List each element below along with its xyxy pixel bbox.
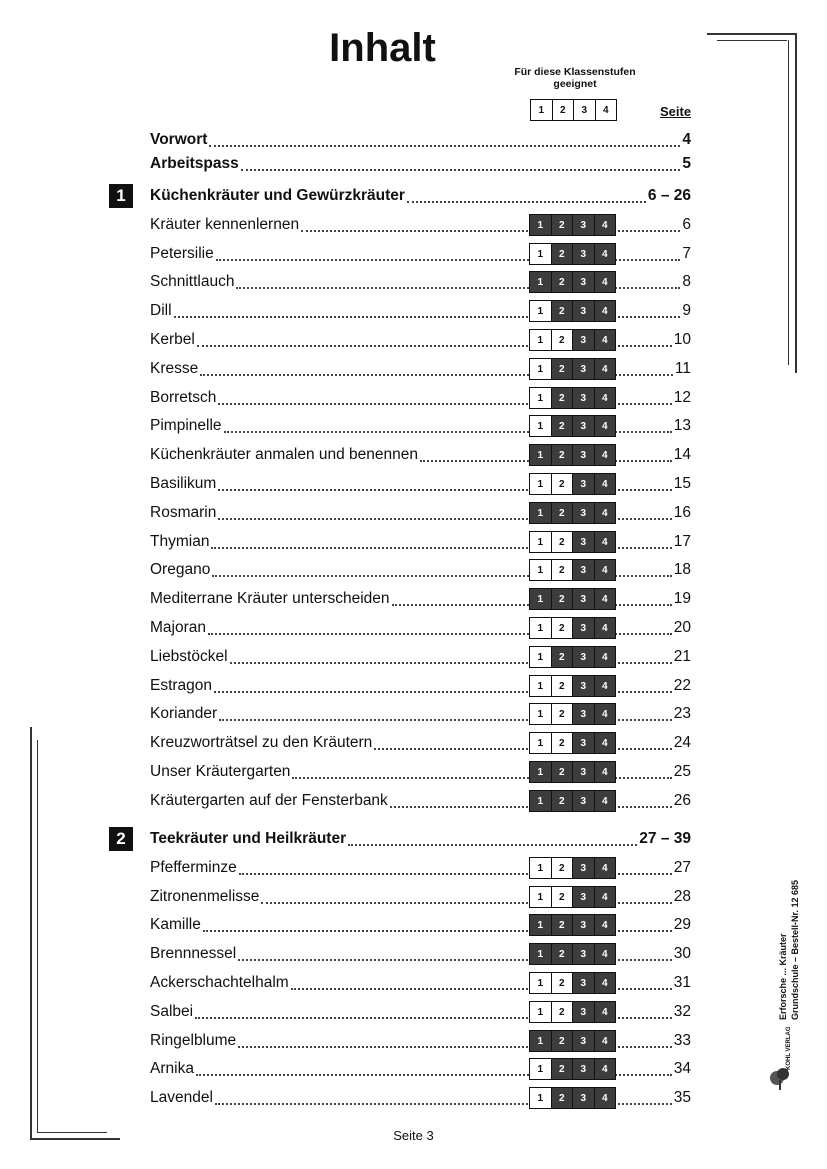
entry-label: Teekräuter und Heilkräuter	[150, 830, 347, 847]
entry-page-number: 12	[673, 389, 691, 406]
page-footer: Seite 3	[393, 1128, 434, 1143]
grade-box-4: 4	[594, 703, 617, 725]
grade-box-3: 3	[572, 531, 595, 553]
grade-boxes	[529, 444, 616, 466]
entry-page-number: 6 – 26	[647, 187, 691, 204]
grade-boxes	[529, 1087, 616, 1109]
grade-box-1: 1	[529, 1001, 552, 1023]
toc-entry[interactable]	[150, 760, 691, 784]
entry-label: Vorwort	[150, 131, 208, 148]
grade-box-3: 3	[572, 329, 595, 351]
entry-label: Basilikum	[150, 475, 217, 492]
grade-boxes	[529, 1030, 616, 1052]
grade-box-2: 2	[551, 1030, 574, 1052]
toc-entry[interactable]	[150, 856, 691, 880]
frame-line-top-inner	[717, 40, 787, 41]
grade-box-2: 2	[551, 857, 574, 879]
entry-label: Ringelblume	[150, 1032, 237, 1049]
entry-label: Zitronenmelisse	[150, 888, 260, 905]
grade-box-3: 3	[572, 271, 595, 293]
grade-box-4: 4	[594, 943, 617, 965]
entry-label: Mediterrane Kräuter unterscheiden	[150, 590, 390, 607]
grade-box-3: 3	[572, 646, 595, 668]
grade-boxes	[529, 857, 616, 879]
grade-box-1: 1	[529, 972, 552, 994]
grade-box-1: 1	[529, 617, 552, 639]
grade-box-1: 1	[529, 646, 552, 668]
grade-box-3: 3	[572, 1087, 595, 1109]
tree-logo-icon	[768, 1018, 794, 1096]
toc-entry[interactable]	[150, 386, 691, 410]
entry-page-number: 24	[673, 734, 691, 751]
grade-box-2: 2	[551, 531, 574, 553]
entry-label: Brennnessel	[150, 945, 237, 962]
toc-entry[interactable]	[150, 443, 691, 467]
grade-box-2: 2	[551, 214, 574, 236]
grade-box-4: 4	[594, 531, 617, 553]
grade-box-3: 3	[572, 1030, 595, 1052]
grade-box-3: 3	[572, 358, 595, 380]
entry-page-number: 18	[673, 561, 691, 578]
entry-label: Arnika	[150, 1060, 194, 1077]
grade-box-1: 1	[529, 214, 552, 236]
entry-page-number: 13	[673, 417, 691, 434]
grade-box-2: 2	[551, 387, 574, 409]
grade-box-2: 2	[551, 300, 574, 322]
grade-box-4: 4	[594, 857, 617, 879]
grade-box-2: 2	[551, 703, 574, 725]
grade-box-1: 1	[529, 531, 552, 553]
grade-boxes	[529, 531, 616, 553]
grade-box-4: 4	[594, 502, 617, 524]
dot-leader	[301, 230, 680, 232]
toc-entry[interactable]	[150, 1086, 691, 1110]
grade-boxes	[529, 214, 616, 236]
entry-label: Estragon	[150, 677, 213, 694]
frame-line-left-inner	[37, 740, 38, 1133]
entry-label: Ackerschachtelhalm	[150, 974, 289, 991]
grade-box-3: 3	[572, 1001, 595, 1023]
entry-label: Kamille	[150, 916, 201, 933]
grade-box-2: 2	[551, 502, 574, 524]
toc-entry[interactable]	[150, 1000, 691, 1024]
entry-label: Borretsch	[150, 389, 217, 406]
entry-label: Kräuter kennenlernen	[150, 216, 300, 233]
toc-entry[interactable]	[150, 702, 691, 726]
side-text-title: Erforsche ... Kräuter	[778, 933, 788, 1020]
toc-entry[interactable]	[150, 530, 691, 554]
toc-entry-intro[interactable]	[150, 152, 691, 176]
grade-box-2: 2	[551, 243, 574, 265]
grade-box-2: 2	[551, 1058, 574, 1080]
toc-chapter-heading[interactable]	[150, 827, 691, 851]
grade-box-2: 2	[551, 358, 574, 380]
entry-label: Kerbel	[150, 331, 195, 348]
entry-page-number: 9	[682, 302, 691, 319]
grade-box-4: 4	[594, 790, 617, 812]
grade-box-4: 4	[594, 415, 617, 437]
toc-entry[interactable]	[150, 558, 691, 582]
grade-box-1: 1	[529, 387, 552, 409]
toc-entry[interactable]	[150, 789, 691, 813]
grade-box-1: 1	[529, 444, 552, 466]
grade-box-1: 1	[529, 358, 552, 380]
grade-box-4: 4	[594, 588, 617, 610]
grade-box-3: 3	[572, 300, 595, 322]
grade-boxes	[529, 646, 616, 668]
entry-page-number: 5	[682, 155, 691, 172]
grade-box-2: 2	[551, 617, 574, 639]
grade-boxes	[529, 617, 616, 639]
toc-entry[interactable]	[150, 674, 691, 698]
dot-leader	[209, 145, 680, 147]
entry-label: Küchenkräuter und Gewürzkräuter	[150, 187, 405, 204]
frame-line-top	[707, 33, 797, 35]
toc-entry[interactable]	[150, 501, 691, 525]
grade-boxes	[529, 473, 616, 495]
grade-box-1: 1	[529, 790, 552, 812]
grade-box-1: 1	[529, 1087, 552, 1109]
grade-boxes	[529, 358, 616, 380]
entry-page-number: 28	[673, 888, 691, 905]
grade-box-4: 4	[594, 1030, 617, 1052]
grade-boxes	[529, 271, 616, 293]
grade-boxes	[529, 761, 616, 783]
entry-page-number: 23	[673, 705, 691, 722]
grade-box-3: 3	[572, 1058, 595, 1080]
frame-line-right	[795, 33, 797, 373]
grade-boxes	[529, 972, 616, 994]
toc-entry[interactable]	[150, 328, 691, 352]
grade-box-1: 1	[529, 502, 552, 524]
grade-boxes	[529, 559, 616, 581]
grade-box-1: 1	[529, 329, 552, 351]
entry-page-number: 25	[673, 763, 691, 780]
grade-box-4: 4	[594, 914, 617, 936]
grade-box-3: 3	[572, 857, 595, 879]
grade-box-3: 3	[572, 243, 595, 265]
grade-box-2: 2	[551, 914, 574, 936]
entry-page-number: 34	[673, 1060, 691, 1077]
entry-label: Arbeitspass	[150, 155, 239, 172]
grade-box-4: 4	[594, 559, 617, 581]
grade-box-4: 4	[594, 387, 617, 409]
grade-box-2: 2	[551, 1087, 574, 1109]
toc-entry[interactable]	[150, 242, 691, 266]
grade-box-4: 4	[594, 214, 617, 236]
entry-page-number: 16	[673, 504, 691, 521]
toc-entry[interactable]	[150, 1029, 691, 1053]
grade-box-2: 2	[551, 646, 574, 668]
chapter-number-badge: 1	[109, 184, 133, 208]
grade-box-1: 1	[529, 1030, 552, 1052]
grade-box-3: 3	[572, 943, 595, 965]
grade-boxes	[529, 914, 616, 936]
entry-label: Pfefferminze	[150, 859, 237, 876]
entry-label: Küchenkräuter anmalen und benennen	[150, 446, 419, 463]
grade-box-2: 2	[551, 972, 574, 994]
grade-boxes	[529, 300, 616, 322]
grade-box-1: 1	[529, 732, 552, 754]
toc-entry[interactable]	[150, 472, 691, 496]
entry-page-number: 17	[673, 533, 691, 550]
grade-boxes	[529, 243, 616, 265]
toc-entry[interactable]	[150, 885, 691, 909]
dot-leader	[374, 748, 671, 750]
grade-box-4: 4	[595, 99, 618, 121]
toc-chapter-heading[interactable]	[150, 184, 691, 208]
entry-page-number: 7	[682, 245, 691, 262]
grade-box-3: 3	[572, 761, 595, 783]
dot-leader	[348, 844, 637, 846]
grade-box-1: 1	[530, 99, 553, 121]
grade-box-1: 1	[529, 300, 552, 322]
grade-box-4: 4	[594, 271, 617, 293]
grade-box-4: 4	[594, 243, 617, 265]
entry-page-number: 27 – 39	[639, 830, 691, 847]
page-title: Inhalt	[329, 26, 436, 70]
publisher-name: KOHL VERLAG	[786, 1026, 792, 1070]
grade-box-1: 1	[529, 761, 552, 783]
toc-entry[interactable]	[150, 971, 691, 995]
grade-box-3: 3	[572, 790, 595, 812]
grade-box-2: 2	[551, 943, 574, 965]
grade-boxes	[529, 1058, 616, 1080]
grade-box-2: 2	[551, 790, 574, 812]
grade-box-4: 4	[594, 1058, 617, 1080]
grade-boxes	[529, 732, 616, 754]
entry-page-number: 19	[673, 590, 691, 607]
grade-box-4: 4	[594, 675, 617, 697]
toc-entry[interactable]	[150, 270, 691, 294]
toc-entry[interactable]	[150, 616, 691, 640]
grade-box-4: 4	[594, 1001, 617, 1023]
frame-line-right-inner	[788, 40, 789, 365]
grade-box-2: 2	[551, 271, 574, 293]
grade-box-4: 4	[594, 358, 617, 380]
grade-box-3: 3	[572, 387, 595, 409]
grade-box-1: 1	[529, 415, 552, 437]
toc-entry[interactable]	[150, 213, 691, 237]
grade-box-2: 2	[551, 473, 574, 495]
toc-entry[interactable]	[150, 414, 691, 438]
toc-entry[interactable]	[150, 587, 691, 611]
grade-box-1: 1	[529, 243, 552, 265]
entry-page-number: 21	[673, 648, 691, 665]
grade-box-2: 2	[551, 761, 574, 783]
grade-boxes	[529, 415, 616, 437]
entry-label: Pimpinelle	[150, 417, 222, 434]
entry-label: Majoran	[150, 619, 206, 636]
grade-box-1: 1	[529, 588, 552, 610]
dot-leader	[241, 169, 681, 171]
grade-box-3: 3	[572, 502, 595, 524]
grade-box-3: 3	[572, 886, 595, 908]
grade-box-1: 1	[529, 675, 552, 697]
toc-entry[interactable]	[150, 913, 691, 937]
grade-box-2: 2	[551, 675, 574, 697]
grade-box-1: 1	[529, 886, 552, 908]
grade-box-4: 4	[594, 732, 617, 754]
entry-page-number: 6	[682, 216, 691, 233]
grade-box-4: 4	[594, 1087, 617, 1109]
grade-boxes	[529, 329, 616, 351]
grade-box-2: 2	[551, 559, 574, 581]
grade-header-boxes	[530, 99, 617, 121]
grade-box-3: 3	[572, 703, 595, 725]
grade-boxes	[529, 790, 616, 812]
grade-box-3: 3	[572, 473, 595, 495]
grade-box-1: 1	[529, 914, 552, 936]
grade-boxes	[529, 675, 616, 697]
entry-page-number: 27	[673, 859, 691, 876]
grade-box-1: 1	[529, 943, 552, 965]
entry-label: Kresse	[150, 360, 199, 377]
grade-box-2: 2	[551, 886, 574, 908]
entry-page-number: 20	[673, 619, 691, 636]
grade-box-2: 2	[551, 732, 574, 754]
grade-box-2: 2	[551, 329, 574, 351]
entry-label: Salbei	[150, 1003, 194, 1020]
toc-entry[interactable]	[150, 1057, 691, 1081]
entry-page-number: 8	[682, 273, 691, 290]
grade-boxes	[529, 502, 616, 524]
grade-box-1: 1	[529, 559, 552, 581]
grade-box-2: 2	[551, 1001, 574, 1023]
entry-label: Rosmarin	[150, 504, 217, 521]
grade-box-4: 4	[594, 300, 617, 322]
grade-box-4: 4	[594, 886, 617, 908]
grade-box-1: 1	[529, 857, 552, 879]
toc-entry[interactable]	[150, 299, 691, 323]
entry-label: Unser Kräutergarten	[150, 763, 291, 780]
grade-box-4: 4	[594, 329, 617, 351]
grade-box-2: 2	[551, 444, 574, 466]
grade-box-3: 3	[572, 617, 595, 639]
dot-leader	[407, 201, 646, 203]
grade-box-3: 3	[572, 675, 595, 697]
grade-boxes	[529, 886, 616, 908]
entry-page-number: 4	[682, 131, 691, 148]
entry-page-number: 10	[673, 331, 691, 348]
grade-box-4: 4	[594, 473, 617, 495]
entry-page-number: 31	[673, 974, 691, 991]
grade-box-1: 1	[529, 473, 552, 495]
grade-box-2: 2	[551, 415, 574, 437]
entry-label: Petersilie	[150, 245, 214, 262]
entry-label: Kreuzworträtsel zu den Kräutern	[150, 734, 373, 751]
entry-label: Lavendel	[150, 1089, 213, 1106]
entry-label: Koriander	[150, 705, 218, 722]
toc-entry[interactable]	[150, 942, 691, 966]
toc-entry[interactable]	[150, 731, 691, 755]
entry-page-number: 35	[673, 1089, 691, 1106]
entry-label: Dill	[150, 302, 172, 319]
grade-boxes	[529, 943, 616, 965]
grade-boxes	[529, 1001, 616, 1023]
grade-boxes	[529, 588, 616, 610]
grade-box-1: 1	[529, 1058, 552, 1080]
chapter-number-badge: 2	[109, 827, 133, 851]
grade-box-4: 4	[594, 646, 617, 668]
entry-page-number: 26	[673, 792, 691, 809]
entry-page-number: 11	[674, 360, 691, 377]
entry-page-number: 22	[673, 677, 691, 694]
grade-box-3: 3	[573, 99, 596, 121]
grade-boxes	[529, 703, 616, 725]
grade-box-3: 3	[572, 559, 595, 581]
page-column-label: Seite	[660, 104, 692, 119]
grade-box-4: 4	[594, 617, 617, 639]
entry-label: Oregano	[150, 561, 211, 578]
entry-label: Thymian	[150, 533, 210, 550]
grade-boxes	[529, 387, 616, 409]
grade-box-4: 4	[594, 444, 617, 466]
grade-box-2: 2	[551, 588, 574, 610]
grade-box-2: 2	[552, 99, 575, 121]
toc-entry-intro[interactable]	[150, 128, 691, 152]
entry-label: Schnittlauch	[150, 273, 235, 290]
grade-box-4: 4	[594, 972, 617, 994]
entry-label: Kräutergarten auf der Fensterbank	[150, 792, 388, 809]
entry-page-number: 33	[673, 1032, 691, 1049]
grade-box-3: 3	[572, 444, 595, 466]
entry-label: Liebstöckel	[150, 648, 228, 665]
entry-page-number: 32	[673, 1003, 691, 1020]
grade-box-4: 4	[594, 761, 617, 783]
grade-box-3: 3	[572, 415, 595, 437]
grade-box-3: 3	[572, 914, 595, 936]
entry-page-number: 14	[673, 446, 691, 463]
grade-box-3: 3	[572, 214, 595, 236]
side-publication-info	[770, 850, 810, 1020]
grade-box-3: 3	[572, 588, 595, 610]
grade-box-3: 3	[572, 972, 595, 994]
entry-page-number: 29	[673, 916, 691, 933]
grade-box-3: 3	[572, 732, 595, 754]
side-text-order-number: Grundschule – Bestell-Nr. 12 685	[790, 879, 800, 1020]
toc-entry[interactable]	[150, 645, 691, 669]
grade-box-1: 1	[529, 703, 552, 725]
grade-suitability-label: Für diese Klassenstufen geeignet	[514, 66, 636, 90]
grade-box-1: 1	[529, 271, 552, 293]
toc-entry[interactable]	[150, 357, 691, 381]
entry-page-number: 30	[673, 945, 691, 962]
entry-page-number: 15	[673, 475, 691, 492]
frame-line-left	[30, 727, 32, 1140]
publisher-logo	[768, 1018, 794, 1096]
